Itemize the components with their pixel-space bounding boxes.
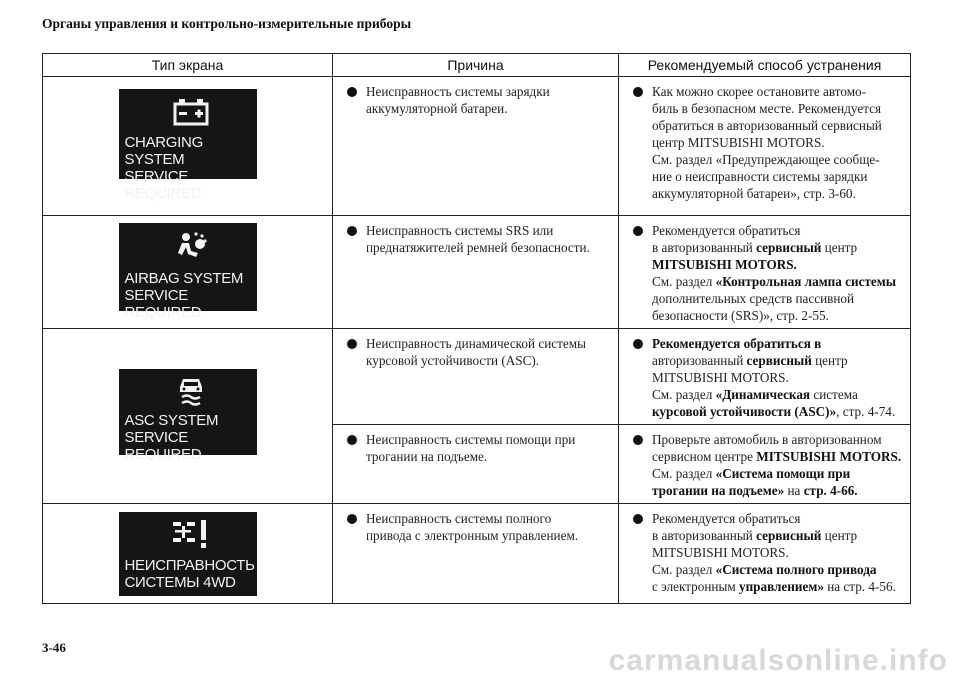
remedy-text-run: Проверьте автомобиль в авторизованном bbox=[652, 432, 882, 447]
bullet-icon bbox=[633, 339, 643, 349]
remedy-text-run: авторизованный bbox=[652, 353, 747, 368]
screen-type-cell bbox=[43, 216, 333, 329]
cause-line: Неисправность системы SRS или bbox=[366, 223, 554, 238]
cause-line: аккумуляторной батареи. bbox=[366, 101, 508, 116]
remedy-text-run: биль в безопасном месте. Рекомендуется bbox=[652, 101, 882, 116]
remedy-text-run: стр. 4-66. bbox=[803, 483, 858, 498]
remedy-line bbox=[652, 386, 904, 403]
remedy-text-run: Рекомендуется обратиться bbox=[652, 511, 801, 526]
remedy-entry bbox=[625, 83, 904, 202]
remedy-line bbox=[652, 256, 904, 273]
remedy-line bbox=[652, 510, 904, 527]
screen-message-line: ASC SYSTEM bbox=[124, 411, 219, 429]
remedy-line bbox=[652, 352, 904, 369]
remedy-line bbox=[652, 239, 904, 256]
remedy-line bbox=[652, 482, 904, 499]
remedy-text-run: «Динамическая bbox=[715, 387, 811, 402]
remedy-cell bbox=[619, 425, 911, 504]
remedy-line bbox=[652, 561, 904, 578]
remedy-text-run: трогании на подъеме» bbox=[652, 483, 785, 498]
remedy-text-run: Рекомендуется обратиться bbox=[652, 223, 801, 238]
warning-screen bbox=[119, 369, 257, 463]
table-row bbox=[43, 216, 911, 329]
cause-entry bbox=[339, 222, 612, 256]
remedy-text-run: «Система помощи при bbox=[715, 466, 851, 481]
remedy-line bbox=[652, 83, 904, 100]
remedy-text-run: дополнительных средств пассивной bbox=[652, 291, 855, 306]
remedy-line bbox=[652, 151, 904, 168]
remedy-line bbox=[652, 527, 904, 544]
remedy-line bbox=[652, 134, 904, 151]
remedy-line bbox=[652, 273, 904, 290]
cause-entry bbox=[339, 83, 612, 117]
remedy-text-run: обратиться в авторизованный сервисный bbox=[652, 118, 882, 133]
cause-line: Неисправность системы полного bbox=[366, 511, 552, 526]
remedy-text-run: См. раздел bbox=[652, 466, 716, 481]
screen-message-line: НЕИСПРАВНОСТЬ bbox=[124, 556, 255, 574]
cause-line: преднатяжителей ремней безопасности. bbox=[366, 240, 590, 255]
bullet-icon bbox=[347, 339, 357, 349]
remedy-cell bbox=[619, 216, 911, 329]
remedy-text-run: MITSUBISHI MOTORS. bbox=[652, 257, 797, 272]
remedy-text-run: сервисный bbox=[756, 528, 822, 543]
remedy-cell bbox=[619, 77, 911, 216]
remedy-text-run: сервисный bbox=[746, 353, 812, 368]
airbag-icon bbox=[174, 231, 208, 261]
bullet-icon bbox=[347, 87, 357, 97]
bullet-icon bbox=[633, 514, 643, 524]
cause-line: Неисправность системы помощи при bbox=[366, 432, 576, 447]
screen-type-cell bbox=[43, 329, 333, 504]
remedy-text-run: на стр. 4-56. bbox=[823, 579, 896, 594]
remedy-text-run: управлением» bbox=[738, 579, 824, 594]
warning-screen bbox=[119, 512, 257, 596]
remedy-text-run: аккумуляторной батареи», стр. 3-60. bbox=[652, 186, 856, 201]
remedy-text-run: сервисный bbox=[756, 240, 822, 255]
remedy-text-run: ние о неисправности системы зарядки bbox=[652, 169, 868, 184]
remedy-line bbox=[652, 403, 904, 420]
remedy-text-run: безопасности (SRS)», стр. 2-55. bbox=[652, 308, 829, 323]
remedy-cell bbox=[619, 504, 911, 604]
remedy-text-run: в авторизованный bbox=[652, 528, 757, 543]
remedy-text-run: курсовой устойчивости (ASC)» bbox=[652, 404, 837, 419]
remedy-text-run: центр bbox=[821, 240, 858, 255]
page-header: Органы управления и контрольно-измерительные приборы bbox=[42, 16, 412, 31]
bullet-icon bbox=[633, 435, 643, 445]
warning-screen bbox=[119, 89, 257, 202]
remedy-text-run: с электронным bbox=[652, 579, 739, 594]
cause-cell bbox=[333, 77, 619, 216]
table-row bbox=[43, 504, 911, 604]
column-header-cause: Причина bbox=[333, 54, 619, 77]
remedy-text-run: центр bbox=[652, 135, 688, 150]
remedy-line bbox=[652, 335, 904, 352]
bullet-icon bbox=[347, 435, 357, 445]
screen-message-line: SERVICE REQUIRED bbox=[124, 168, 202, 202]
bullet-icon bbox=[633, 226, 643, 236]
remedy-text-run: , стр. 4-74. bbox=[836, 404, 896, 419]
remedy-line bbox=[652, 185, 904, 202]
skid-car-icon bbox=[177, 375, 205, 407]
remedy-text-run: Рекомендуется обратиться в bbox=[652, 336, 822, 351]
screen-message-line: CHARGING SYSTEM bbox=[124, 134, 203, 168]
table-row bbox=[43, 329, 911, 425]
remedy-text-run: MITSUBISHI MOTORS. bbox=[756, 449, 902, 464]
remedy-line bbox=[652, 431, 904, 448]
cause-line: Неисправность системы зарядки bbox=[366, 84, 550, 99]
cause-line: курсовой устойчивости (ASC). bbox=[366, 353, 540, 368]
remedy-line bbox=[652, 369, 904, 386]
remedy-text-run: См. раздел bbox=[652, 274, 716, 289]
remedy-line bbox=[652, 544, 904, 561]
cause-cell bbox=[333, 425, 619, 504]
warning-table bbox=[42, 53, 911, 604]
remedy-line bbox=[652, 290, 904, 307]
table-row bbox=[43, 77, 911, 216]
screen-message-line: SERVICE REQUIRED bbox=[124, 428, 202, 463]
column-header-remedy: Рекомендуемый способ устранения bbox=[619, 54, 911, 77]
battery-icon bbox=[173, 98, 209, 126]
screen-type-cell bbox=[43, 77, 333, 216]
remedy-text-run: центр bbox=[811, 353, 848, 368]
screen-message-line: СИСТЕМЫ 4WD bbox=[124, 573, 236, 591]
cause-line: Неисправность динамической системы bbox=[366, 336, 586, 351]
remedy-text-run: См. раздел bbox=[652, 562, 716, 577]
cause-line: привода с электронным управлением. bbox=[366, 528, 579, 543]
remedy-line bbox=[652, 465, 904, 482]
remedy-entry bbox=[625, 510, 904, 595]
cause-entry bbox=[339, 510, 612, 544]
page-number: 3-46 bbox=[42, 640, 66, 655]
screen-type-cell bbox=[43, 504, 333, 604]
cause-entry bbox=[339, 335, 612, 369]
remedy-text-run: сервисном центре bbox=[652, 449, 757, 464]
remedy-line bbox=[652, 448, 904, 465]
cause-cell bbox=[333, 216, 619, 329]
table-header-row bbox=[43, 54, 911, 77]
remedy-text-run: в авторизованный bbox=[652, 240, 757, 255]
bullet-icon bbox=[347, 514, 357, 524]
remedy-text-run: центр bbox=[821, 528, 858, 543]
remedy-text-run: «Система полного привода bbox=[715, 562, 877, 577]
remedy-text-run: MITSUBISHI MOTORS. bbox=[652, 545, 789, 560]
remedy-entry bbox=[625, 335, 904, 420]
remedy-text-run: Как можно скорее остановите автомо- bbox=[652, 84, 867, 99]
remedy-text-run: MITSUBISHI MOTORS. bbox=[687, 135, 825, 150]
remedy-text-run: См. раздел bbox=[652, 387, 716, 402]
cause-entry bbox=[339, 431, 612, 465]
bullet-icon bbox=[633, 87, 643, 97]
warning-screen bbox=[119, 223, 257, 321]
remedy-line bbox=[652, 578, 904, 595]
remedy-text-run: См. раздел «Предупреждающее сообще- bbox=[652, 152, 880, 167]
watermark: carmanualsonline.info bbox=[608, 644, 948, 677]
cause-line: трогании на подъеме. bbox=[366, 449, 488, 464]
remedy-line bbox=[652, 307, 904, 324]
remedy-entry bbox=[625, 431, 904, 499]
remedy-line bbox=[652, 100, 904, 117]
bullet-icon bbox=[347, 226, 357, 236]
remedy-text-run: система bbox=[810, 387, 858, 402]
screen-message-line: SERVICE REQUIRED bbox=[124, 286, 202, 321]
4wd-warning-icon bbox=[171, 518, 211, 550]
remedy-text-run: на bbox=[784, 483, 804, 498]
remedy-line bbox=[652, 168, 904, 185]
remedy-line bbox=[652, 117, 904, 134]
cause-cell bbox=[333, 504, 619, 604]
cause-cell bbox=[333, 329, 619, 425]
column-header-screen-type: Тип экрана bbox=[43, 54, 333, 77]
remedy-cell bbox=[619, 329, 911, 425]
screen-message-line: AIRBAG SYSTEM bbox=[124, 269, 244, 287]
remedy-entry bbox=[625, 222, 904, 324]
remedy-text-run: «Контрольная лампа системы bbox=[715, 274, 897, 289]
remedy-line bbox=[652, 222, 904, 239]
remedy-text-run: MITSUBISHI MOTORS. bbox=[652, 370, 789, 385]
